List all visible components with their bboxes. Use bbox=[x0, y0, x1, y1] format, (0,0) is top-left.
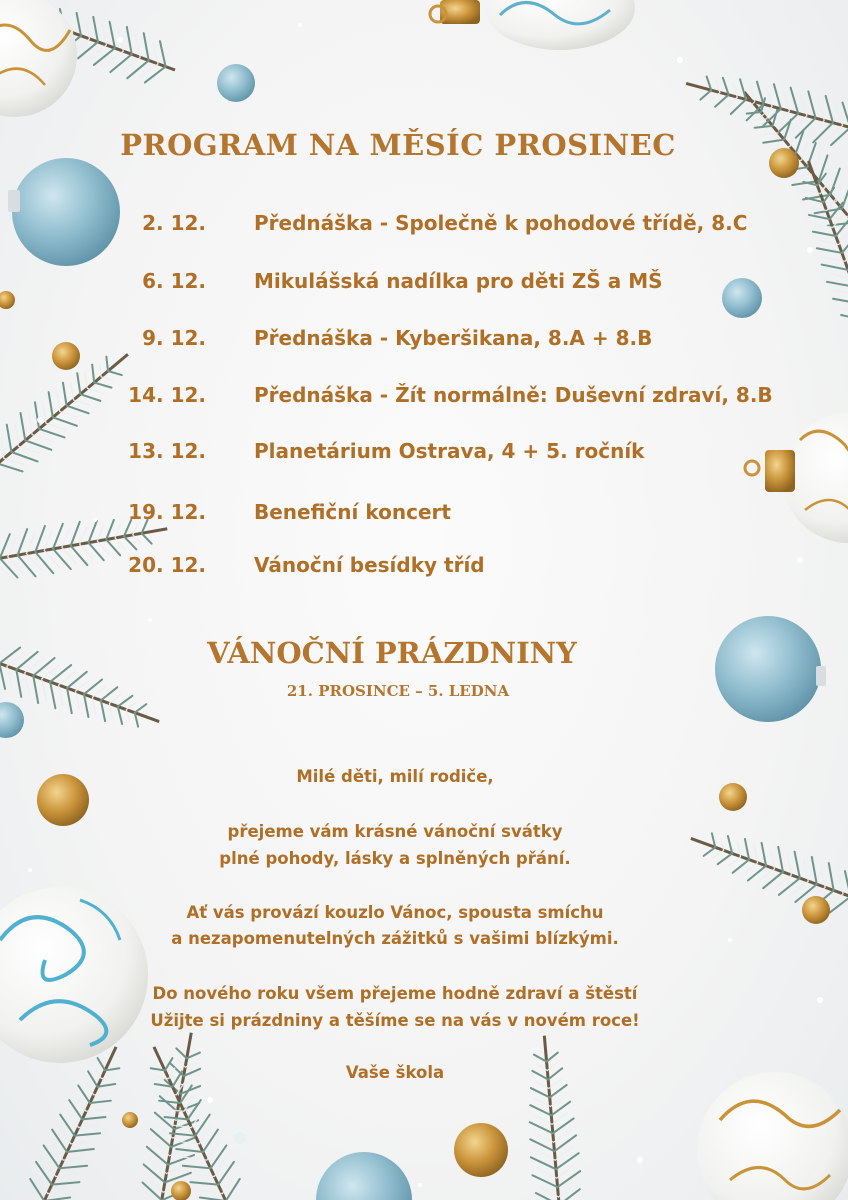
event-date: 14. 12. bbox=[128, 383, 206, 407]
wish-line: plné pohody, lásky a splněných přání. bbox=[219, 849, 571, 868]
event-row bbox=[0, 553, 848, 587]
event-date: 2. 12. bbox=[142, 211, 206, 235]
wish-line: přejeme vám krásné vánoční svátky bbox=[227, 822, 563, 841]
event-description: Přednáška - Žít normálně: Duševní zdraví, 8.B bbox=[254, 383, 773, 407]
wish-line: Užijte si prázdniny a těšíme se na vás v novém roce! bbox=[150, 1011, 640, 1030]
event-date: 9. 12. bbox=[142, 326, 206, 350]
event-row bbox=[0, 326, 848, 360]
program-title: PROGRAM NA MĚSÍC PROSINEC bbox=[120, 128, 676, 162]
wish-line: Ať vás provází kouzlo Vánoc, spousta smíchu bbox=[186, 903, 604, 922]
event-description: Planetárium Ostrava, 4 + 5. ročník bbox=[254, 439, 645, 463]
holidays-dates: 21. PROSINCE – 5. LEDNA bbox=[286, 682, 510, 700]
event-description: Vánoční besídky tříd bbox=[254, 553, 485, 577]
event-row bbox=[0, 439, 848, 473]
signature: Vaše škola bbox=[345, 1063, 445, 1082]
wish-line: Do nového roku všem přejeme hodně zdraví a štěstí bbox=[152, 984, 638, 1003]
event-date: 20. 12. bbox=[128, 553, 206, 577]
event-description: Přednáška - Kyberšikana, 8.A + 8.B bbox=[254, 326, 653, 350]
event-row bbox=[0, 383, 848, 417]
event-date: 6. 12. bbox=[142, 269, 206, 293]
event-description: Benefiční koncert bbox=[254, 500, 451, 524]
event-description: Přednáška - Společně k pohodové třídě, 8.C bbox=[254, 211, 748, 235]
holidays-title: VÁNOČNÍ PRÁZDNINY bbox=[207, 636, 577, 670]
event-description: Mikulášská nadílka pro děti ZŠ a MŠ bbox=[254, 269, 663, 293]
event-date: 13. 12. bbox=[128, 439, 206, 463]
event-date: 19. 12. bbox=[128, 500, 206, 524]
event-row bbox=[0, 211, 848, 245]
event-row bbox=[0, 269, 848, 303]
wish-line: a nezapomenutelných zážitků s vašimi blízkými. bbox=[171, 929, 619, 948]
event-row bbox=[0, 500, 848, 534]
greeting: Milé děti, milí rodiče, bbox=[296, 767, 494, 786]
